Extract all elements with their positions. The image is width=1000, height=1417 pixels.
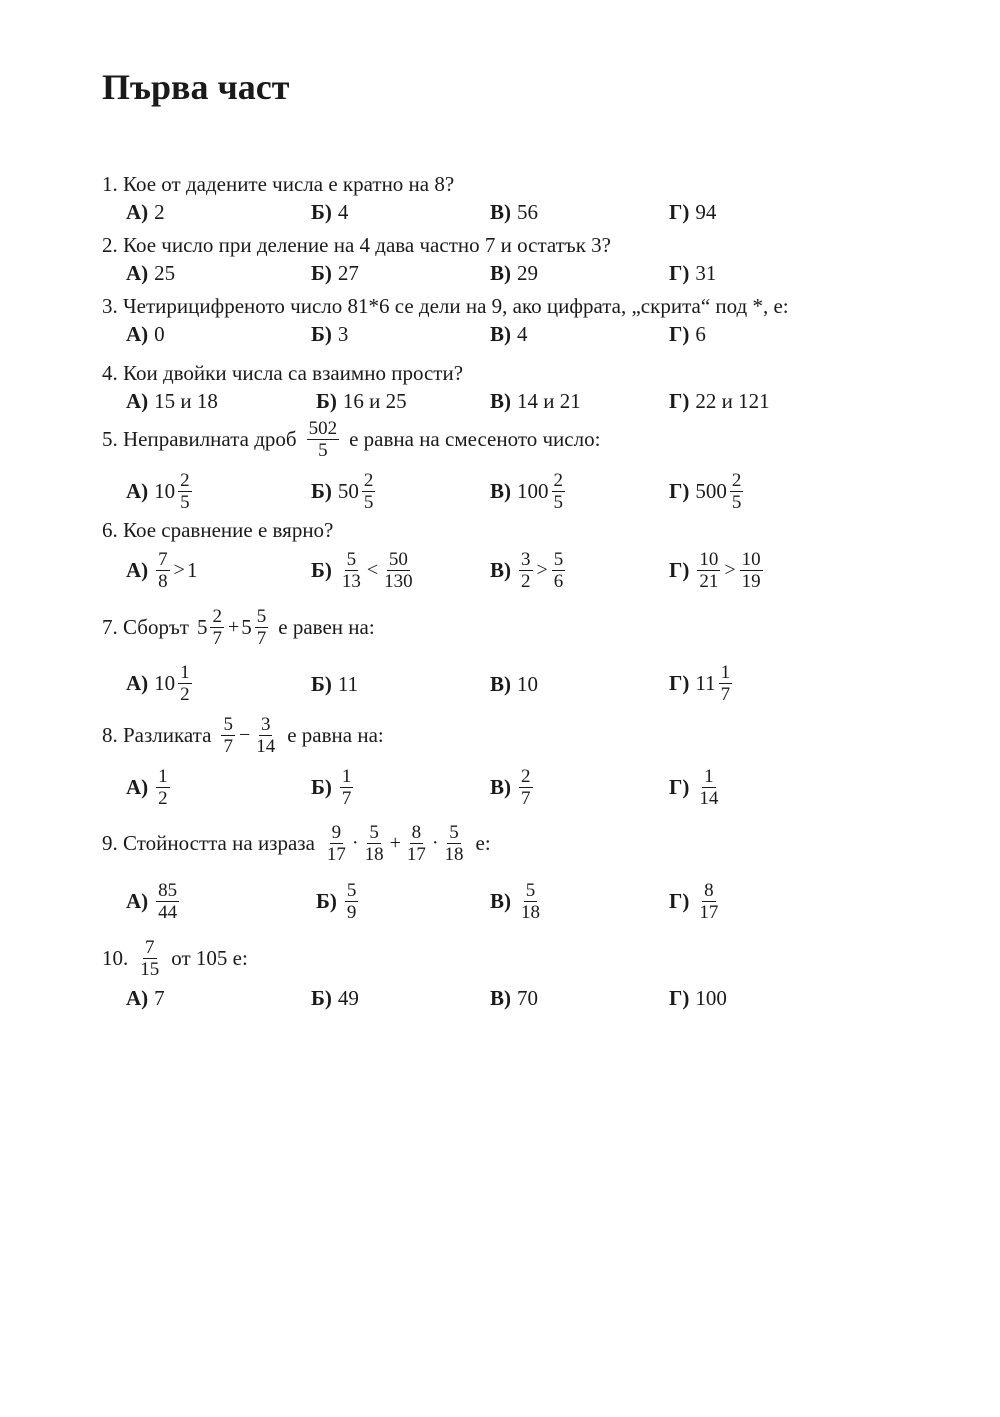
option-value: 25 [154,261,176,285]
comparison-operator: > [724,559,736,581]
question-text: е равен на: [278,615,375,639]
operator: · [351,832,359,854]
question-text: 7. Сборът [102,615,189,639]
option-value: 16 и 25 [342,389,407,413]
q6-option-b[interactable] [311,549,417,592]
q5-option-d[interactable] [669,470,745,513]
fraction [340,766,354,809]
option-label: Б) [311,200,332,224]
q3-option-d[interactable] [669,322,706,347]
question-text: 9. Стойността на израза [102,831,315,855]
option-label: А) [126,479,149,503]
option-label: Г) [669,479,690,503]
q4-option-d[interactable] [669,389,770,414]
denominator: 5 [731,492,742,513]
numerator: 5 [553,549,564,570]
q9-option-c[interactable] [490,880,544,923]
operator: + [389,832,401,854]
question-text: от 105 е: [171,946,248,970]
denominator: 19 [741,571,761,592]
q7-option-c[interactable] [490,672,538,697]
denominator: 7 [720,684,731,705]
fraction [382,549,415,592]
option-label: Г) [669,558,690,582]
option-value: 7 [154,986,165,1010]
denominator: 5 [180,492,190,513]
operator: − [238,724,251,746]
denominator: 14 [256,736,276,757]
numerator: 5 [256,606,267,627]
denominator: 7 [223,736,233,757]
fraction [697,549,720,592]
q4-option-b[interactable] [316,389,407,414]
fraction [405,822,428,865]
q1-option-c[interactable] [490,200,538,225]
option-label: В) [490,889,511,913]
denominator: 5 [553,492,563,513]
option-label: В) [490,672,511,696]
fraction [307,418,340,461]
fraction [552,549,566,592]
numerator: 8 [411,822,422,843]
fraction [719,662,733,705]
question-text: 10. [102,946,129,970]
fraction [156,766,170,809]
option-label: А) [126,671,149,695]
option-value: 27 [337,261,359,285]
option-value: 29 [517,261,538,285]
numerator: 8 [704,880,714,901]
q3-option-b[interactable] [311,322,348,347]
numerator: 50 [388,549,408,570]
fraction [178,662,192,705]
numerator: 2 [731,470,742,491]
q7-option-d[interactable] [669,662,734,705]
question-text: е равна на смесеното число: [349,427,601,451]
option-label: В) [490,479,511,503]
option-value: 70 [517,986,538,1010]
fraction [740,549,763,592]
numerator: 5 [346,880,357,901]
option-value: 15 и 18 [154,389,218,413]
question-1: 1. Кое от дадените числа е кратно на 8? [102,172,455,196]
option-label: В) [490,200,511,224]
whole-part: 5 [196,615,208,639]
whole-part: 5 [241,615,252,639]
option-label: В) [490,261,511,285]
fraction [519,766,533,809]
numerator: 85 [158,880,178,901]
fraction [345,880,359,923]
q7-option-b[interactable] [311,672,358,697]
fraction [138,937,161,980]
option-label: А) [126,558,149,582]
option-value: 11 [337,672,359,696]
numerator: 10 [741,549,761,570]
option-label: Г) [669,671,690,695]
option-label: А) [126,389,149,413]
fraction [156,549,170,592]
q4-option-c[interactable] [490,389,581,414]
q2-option-d[interactable] [669,261,716,286]
denominator: 15 [140,959,160,980]
option-label: Б) [311,775,332,799]
operator: · [431,832,439,854]
option-value: 0 [154,322,165,346]
whole-part: 10 [154,479,176,503]
option-label: Б) [316,389,337,413]
fraction [210,606,224,649]
q4-option-a[interactable] [126,389,218,414]
denominator: 14 [699,788,719,809]
numerator: 2 [521,766,531,787]
fraction [552,470,566,513]
option-label: Г) [669,775,690,799]
option-label: А) [126,322,149,346]
q6-option-a[interactable] [126,549,197,592]
fraction [519,880,542,923]
fraction [697,880,720,923]
q2-option-b[interactable] [311,261,359,286]
numerator: 3 [521,549,531,570]
q2-option-c[interactable] [490,261,538,286]
q7-option-a[interactable] [126,662,194,705]
numerator: 502 [308,418,338,439]
q10-option-d[interactable] [669,986,727,1011]
denominator: 17 [326,844,346,865]
numerator: 2 [363,470,374,491]
fraction [254,714,277,757]
option-label: Б) [311,986,332,1010]
option-label: Б) [311,672,332,696]
option-value: 14 и 21 [517,389,581,413]
fraction [255,606,269,649]
option-value: 10 [517,672,538,696]
q9-option-d[interactable] [669,880,722,923]
numerator: 7 [145,937,155,958]
q2-option-a[interactable] [126,261,175,286]
option-value: 31 [695,261,717,285]
denominator: 2 [521,571,531,592]
q1-option-a[interactable] [126,200,165,225]
numerator: 2 [553,470,563,491]
option-value: 3 [337,322,349,346]
numerator: 10 [699,549,719,570]
numerator: 1 [341,766,352,787]
q8-option-a[interactable] [126,766,172,809]
option-value: 56 [517,200,538,224]
denominator: 130 [384,571,413,592]
option-label: Б) [311,261,332,285]
q6-option-c[interactable] [490,549,567,592]
fraction [363,822,386,865]
numerator: 2 [212,606,222,627]
option-value: 100 [695,986,727,1010]
comparison-operator: < [366,559,379,581]
numerator: 1 [180,662,190,683]
numerator: 5 [369,822,379,843]
question-7 [102,606,375,649]
q10-option-a[interactable] [126,986,165,1011]
denominator: 13 [341,571,361,592]
q9-option-a[interactable] [126,880,181,923]
q10-option-b[interactable] [311,986,359,1011]
denominator: 21 [699,571,719,592]
denominator: 17 [406,844,426,865]
operator: + [227,616,240,638]
denominator: 5 [363,492,374,513]
q5-option-b[interactable] [311,470,377,513]
option-label: В) [490,322,511,346]
fraction [519,549,533,592]
rhs-value: 1 [186,558,198,582]
option-label: Г) [669,889,690,913]
option-label: Б) [316,889,337,913]
denominator: 18 [521,902,540,923]
denominator: 9 [346,902,357,923]
denominator: 6 [553,571,564,592]
fraction [443,822,466,865]
comparison-operator: > [536,559,548,581]
whole-part: 500 [695,479,727,503]
option-value: 2 [154,200,165,224]
numerator: 5 [346,549,357,570]
fraction [325,822,348,865]
question-5 [102,418,600,461]
option-label: В) [490,775,511,799]
question-4: 4. Кои двойки числа са взаимно прости? [102,361,464,385]
option-label: Г) [669,261,690,285]
fraction [156,880,179,923]
q8-option-b[interactable] [311,766,355,809]
option-label: Г) [669,322,690,346]
question-text: е равна на: [287,723,384,747]
option-label: А) [126,200,149,224]
numerator: 1 [158,766,168,787]
q1-option-d[interactable] [669,200,716,225]
question-text: 5. Неправилната дроб [102,427,297,451]
question-8 [102,714,384,757]
option-value: 4 [337,200,349,224]
option-value: 49 [337,986,359,1010]
question-text: 8. Разликата [102,723,212,747]
option-label: А) [126,986,149,1010]
option-label: Г) [669,986,690,1010]
q10-option-c[interactable] [490,986,538,1011]
question-9 [102,822,491,865]
comparison-operator: > [173,559,185,581]
denominator: 7 [256,628,267,649]
question-text: е: [475,831,491,855]
fraction [340,549,363,592]
denominator: 17 [699,902,719,923]
q1-option-b[interactable] [311,200,348,225]
q5-option-c[interactable] [490,470,567,513]
question-6: 6. Кое сравнение е вярно? [102,518,334,542]
q5-option-a[interactable] [126,470,194,513]
q8-option-d[interactable] [669,766,722,809]
numerator: 5 [525,880,536,901]
fraction [362,470,376,513]
numerator: 7 [158,549,168,570]
option-label: А) [126,775,149,799]
option-label: В) [490,986,511,1010]
q6-option-d[interactable] [669,549,765,592]
denominator: 18 [364,844,384,865]
denominator: 7 [341,788,352,809]
option-label: Б) [311,322,332,346]
question-10 [102,937,248,980]
whole-part: 50 [337,479,359,503]
numerator: 3 [260,714,271,735]
option-value: 4 [517,322,528,346]
q3-option-a[interactable] [126,322,165,347]
q9-option-b[interactable] [316,880,360,923]
question-2: 2. Кое число при деление на 4 дава частно 7 и остатък 3? [102,233,611,257]
option-label: А) [126,261,149,285]
option-label: Б) [311,558,332,582]
numerator: 1 [720,662,731,683]
numerator: 5 [223,714,233,735]
denominator: 44 [158,902,178,923]
option-label: Г) [669,389,690,413]
option-label: Б) [311,479,332,503]
option-value: 94 [695,200,717,224]
whole-part: 10 [154,671,176,695]
denominator: 2 [158,788,168,809]
option-label: В) [490,389,511,413]
fraction [697,766,720,809]
whole-part: 11 [695,671,716,695]
fraction [730,470,744,513]
whole-part: 100 [517,479,549,503]
denominator: 8 [158,571,168,592]
denominator: 7 [521,788,531,809]
fraction [221,714,235,757]
option-label: Г) [669,200,690,224]
numerator: 2 [180,470,190,491]
q8-option-c[interactable] [490,766,535,809]
fraction [178,470,192,513]
denominator: 18 [444,844,464,865]
option-value: 22 и 121 [695,389,770,413]
q3-option-c[interactable] [490,322,528,347]
option-label: А) [126,889,149,913]
denominator: 2 [180,684,190,705]
option-label: В) [490,558,511,582]
page-title: Първа част [102,67,290,107]
denominator: 5 [318,440,328,461]
numerator: 5 [449,822,459,843]
numerator: 1 [704,766,714,787]
numerator: 9 [331,822,342,843]
question-3: 3. Четирицифреното число 81*6 се дели на 9, ако цифрата, „скрита“ под *, е: [102,294,789,318]
denominator: 7 [212,628,222,649]
option-value: 6 [695,322,706,346]
